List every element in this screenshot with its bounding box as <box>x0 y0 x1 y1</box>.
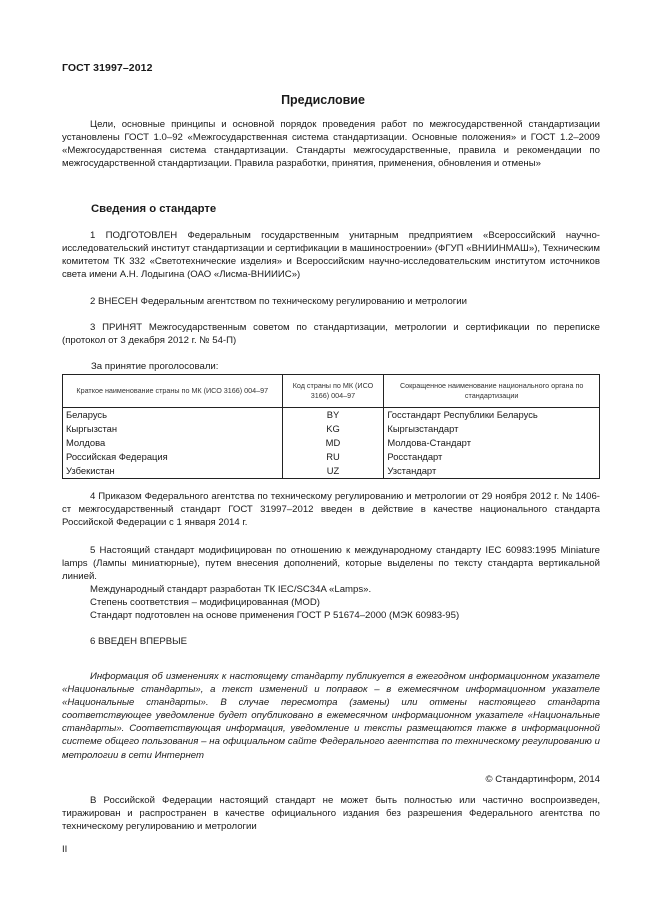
foreword-text: Цели, основные принципы и основной порядок проведения работ по межгосударственной стандартизации установлены ГОСТ 1.0–92 «Межгосударственная система стандартизации. Основные положения» и ГОСТ 1.2–2009 «Межгосударственная система стандартизации. Стандарты межгосударственные, правила и рекомендации по межгосударственной стандартизации. Правила разработки, принятия, применения, обновления и отмены» <box>62 119 600 170</box>
page-number: II <box>62 844 68 855</box>
info-item-5-text: 5 Настоящий стандарт модифицирован по отношению к международному стандарту IEC 60983:1995 Miniature lamps (Лампы миниатюрные), путем внесения дополнений, которые выделены по тексту стандарта вертикальной линией. <box>62 545 600 583</box>
cell-country: Российская Федерация <box>63 450 283 464</box>
cell-country: Узбекистан <box>63 464 283 479</box>
cell-country: Беларусь <box>63 408 283 423</box>
copyright: © Стандартинформ, 2014 <box>485 774 600 785</box>
info-item-2 <box>62 295 600 308</box>
legal-text: В Российской Федерации настоящий стандарт не может быть полностью или частично воспроизведен, тиражирован и распространен в качестве официального издания без разрешения Федерального агентства по техническому регулированию и метрологии <box>62 795 600 833</box>
info-item-5-degree: Степень соответствия – модифицированная (MOD) <box>90 597 320 609</box>
cell-code: BY <box>282 408 384 423</box>
table-row <box>63 464 600 479</box>
cell-code: UZ <box>282 464 384 479</box>
cell-org: Росстандарт <box>384 450 600 464</box>
info-item-5-basis: Стандарт подготовлен на основе применения ГОСТ Р 51674–2000 (МЭК 60983-95) <box>90 610 460 622</box>
cell-org: Кыргызстандарт <box>384 422 600 436</box>
info-item-5-developer: Международный стандарт разработан ТК IEC/SC34A «Lamps». <box>90 584 372 596</box>
table-row <box>63 436 600 450</box>
cell-org: Узстандарт <box>384 464 600 479</box>
header-org: Сокращенное наименование национального органа по стандартизации <box>384 375 600 408</box>
notice-text: Информация об изменениях к настоящему стандарту публикуется в ежегодном информационном указателе «Национальные стандарты», а текст изменений и поправок – в ежемесячном информационном указателе «Национальные стандарты». В случае пересмотра (замены) или отмены настоящего стандарта соответствующее уведомление будет опубликовано в ежемесячном информационном указателе «Национальные стандарты». Соответствующая информация, уведомление и тексты размещаются также в информационной системе общего пользования – на официальном сайте Федерального агентства по техническому регулированию и метрологии в сети Интернет <box>62 671 600 761</box>
notice-section <box>62 670 600 762</box>
cell-country: Молдова <box>63 436 283 450</box>
votes-table <box>62 374 600 479</box>
info-item-5 <box>62 544 600 623</box>
cell-code: KG <box>282 422 384 436</box>
votes-label-text: За принятие проголосовали: <box>91 361 219 372</box>
cell-org: Молдова-Стандарт <box>384 436 600 450</box>
cell-org: Госстандарт Республики Беларусь <box>384 408 600 423</box>
foreword-section <box>62 118 600 170</box>
table-row <box>63 450 600 464</box>
legal-notice <box>62 794 600 833</box>
header-country: Краткое наименование страны по МК (ИСО 3166) 004–97 <box>63 375 283 408</box>
cell-code: MD <box>282 436 384 450</box>
info-item-3-text: 3 ПРИНЯТ Межгосударственным советом по стандартизации, метрологии и сертификации по переписке (протокол от 3 декабря 2012 г. № 54-П) <box>62 322 600 347</box>
info-item-4 <box>62 490 600 529</box>
cell-code: RU <box>282 450 384 464</box>
votes-table-header <box>63 375 600 408</box>
info-item-6-text: 6 ВВЕДЕН ВПЕРВЫЕ <box>90 636 188 647</box>
table-row <box>63 408 600 423</box>
info-item-1 <box>62 229 600 281</box>
votes-label <box>91 360 491 373</box>
info-item-4-text: 4 Приказом Федерального агентства по техническому регулированию и метрологии от 29 ноября 2012 г. № 1406-ст межгосударственный стандарт ГОСТ 31997–2012 введен в действие в качестве национального стандарта Российской Федерации с 1 января 2014 г. <box>62 491 600 529</box>
info-item-1-text: 1 ПОДГОТОВЛЕН Федеральным государственным унитарным предприятием «Всероссийский научно-исследовательский институт стандартизации и сертификации в машиностроении» (ФГУП «ВНИИНМАШ»), Техническим комитетом ТК 332 «Светотехнические изделия» и Всероссийским научно-исследовательским институтом источников света имени А.Н. Лодыгина (ОАО «Лисма-ВНИИИС») <box>62 230 600 281</box>
table-row <box>63 422 600 436</box>
header-code: Код страны по МК (ИСО 3166) 004–97 <box>282 375 384 408</box>
info-item-3 <box>62 321 600 347</box>
cell-country: Кыргызстан <box>63 422 283 436</box>
info-item-2-text: 2 ВНЕСЕН Федеральным агентством по техническому регулированию и метрологии <box>90 296 468 307</box>
standard-header: ГОСТ 31997–2012 <box>62 62 153 74</box>
info-item-6 <box>62 635 600 648</box>
info-title: Сведения о стандарте <box>91 203 217 215</box>
foreword-title: Предисловие <box>281 93 365 107</box>
